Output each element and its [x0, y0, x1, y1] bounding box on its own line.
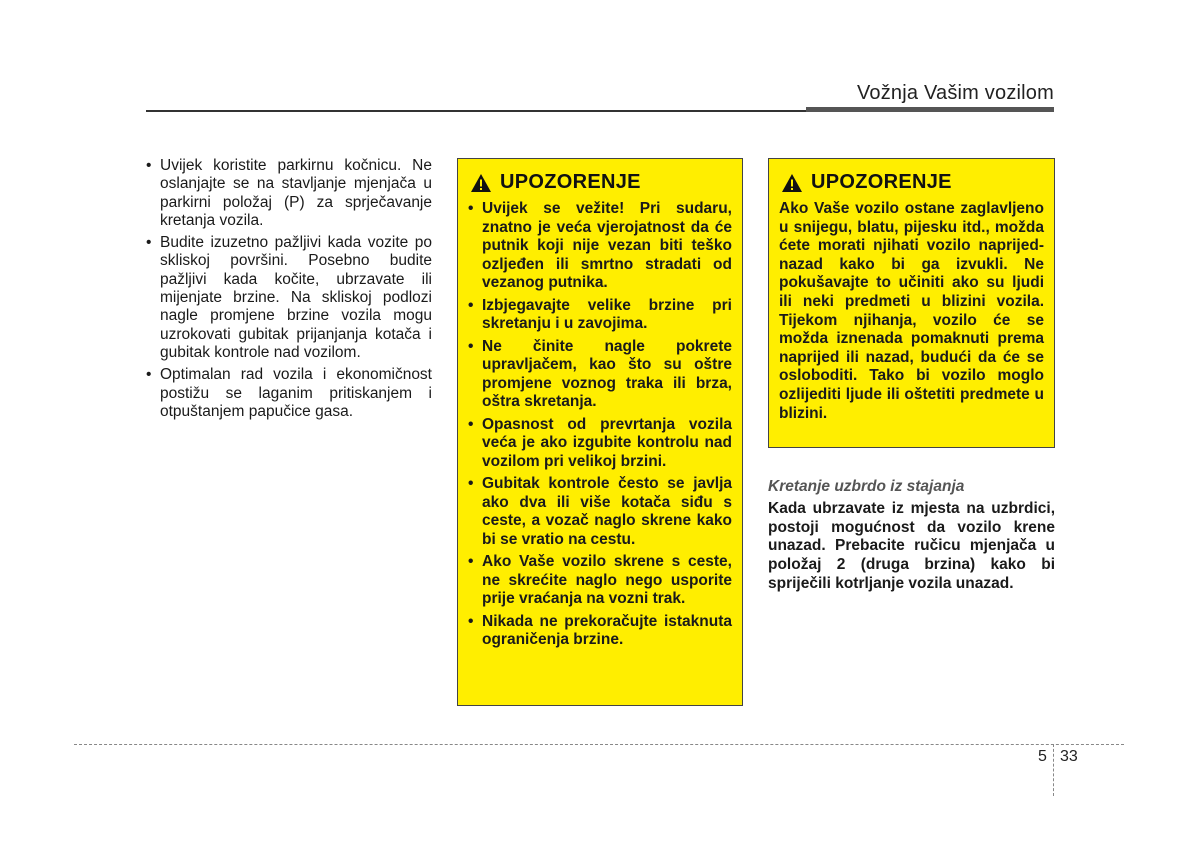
- list-item: • Budite izuzetno pažljivi kada vozite po skliskoj površini. Posebno budite pažljivi kada kočite, ubrzavate ili mijenjate brzine. Na skliskoj podlozi nagle promjene brzine vozila mogu uzrokovati gubitak prijanjanja kotača i gubitak kontrole nad vozilom.: [146, 234, 432, 362]
- page-section-title: Vožnja Vašim vozilom: [856, 82, 1054, 104]
- left-column: [146, 157, 432, 425]
- warning-header: [779, 171, 1044, 194]
- page-number: 33: [1060, 748, 1078, 765]
- warning-triangle-icon: [470, 173, 492, 193]
- warning-title: UPOZORENJE: [500, 171, 641, 193]
- warning-box-stuck-vehicle: [768, 158, 1055, 448]
- warning-header: [468, 171, 732, 194]
- list-item: • Optimalan rad vozila i ekonomičnost postižu se laganim pritiskanjem i otpuštanjem papučice gasa.: [146, 366, 432, 421]
- list-item: • Nikada ne prekoračujte istaknuta ograničenja brzine.: [468, 613, 732, 650]
- footer-page-separator: [1053, 744, 1054, 796]
- list-item: • Ako Vaše vozilo skrene s ceste, ne skrećite naglo nego usporite prije vraćanja na vozni trak.: [468, 553, 732, 609]
- list-item: • Uvijek koristite parkirnu kočnicu. Ne oslanjajte se na stavljanje mjenjača u parkirni položaj (P) za sprječavanje kretanja vozila.: [146, 157, 432, 230]
- section-body: Kada ubrzavate iz mjesta na uzbrdici, postoji mogućnost da vozilo krene unazad. Prebacite ručicu mjenjača u položaj 2 (druga brzina) kako bi spriječili kotrljanje vozila unazad.: [768, 500, 1055, 592]
- list-item: • Ne činite nagle pokrete upravljačem, kao što su oštre promjene voznog traka ili brza, oštra skretanja.: [468, 338, 732, 412]
- header-divider-thin: [146, 110, 808, 112]
- left-bullet-list: [146, 157, 432, 421]
- list-item: • Izbjegavajte velike brzine pri skretanju i u zavojima.: [468, 297, 732, 334]
- warning-text: Ako Vaše vozilo ostane zaglavljeno u snijegu, blatu, pijesku itd., možda ćete morati njihati vozilo naprijed-nazad kako bi ga izvukli. Ne pokušavajte to učiniti ako su ljudi ili neki predmeti u blizini vozila. Tijekom njihanja, vozilo će se možda iznenada pomaknuti prema naprijed ili nazad, budući da će se osloboditi. Tako bi vozilo moglo ozlijediti ljude ili oštetiti predmete u blizini.: [779, 200, 1044, 422]
- list-item: • Opasnost od prevrtanja vozila veća je ako izgubite kontrolu nad vozilom pri velikoj brzini.: [468, 416, 732, 472]
- warning-title: UPOZORENJE: [811, 171, 952, 193]
- warning-list: [468, 200, 732, 650]
- warning-triangle-icon: [781, 173, 803, 193]
- header-divider-thick: [806, 107, 1054, 112]
- list-item: • Uvijek se vežite! Pri sudaru, znatno je veća vjerojatnost da će putnik koji nije vezan biti teško ozljeđen ili smrtno stradati od vezanog putnika.: [468, 200, 732, 293]
- list-item: • Gubitak kontrole često se javlja ako dva ili više kotača siđu s ceste, a vozač naglo skrene kako bi se vratio na cestu.: [468, 475, 732, 549]
- footer-divider: [74, 744, 1124, 745]
- chapter-number: 5: [1038, 748, 1047, 765]
- section-heading: Kretanje uzbrdo iz stajanja: [768, 478, 965, 495]
- warning-box-driving: [457, 158, 743, 706]
